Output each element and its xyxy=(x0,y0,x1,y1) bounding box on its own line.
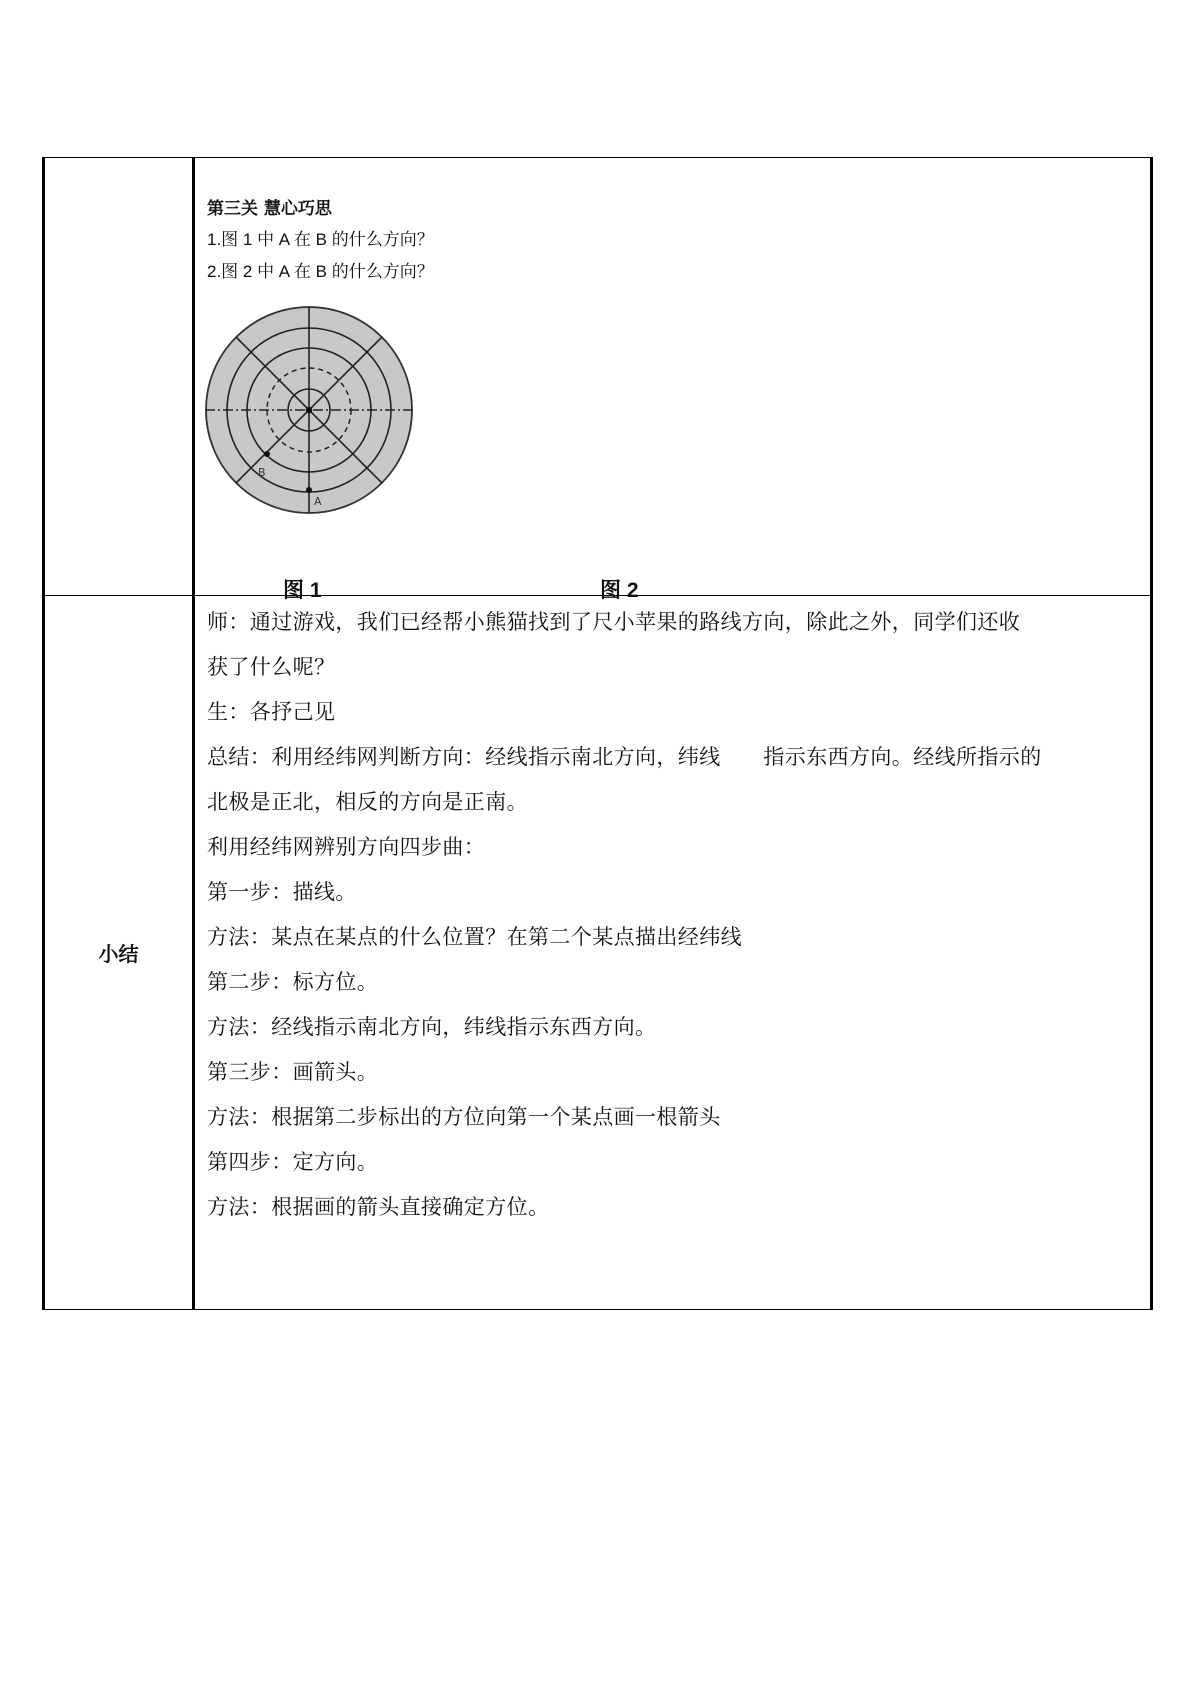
summary-line: 第二步：标方位。 xyxy=(207,970,379,994)
summary-line: 利用经纬网辨别方向四步曲： xyxy=(207,835,486,859)
point-a-dot xyxy=(306,487,312,493)
summary-line: 北极是正北，相反的方向是正南。 xyxy=(207,790,528,814)
summary-line: 方法：根据第二步标出的方位向第一个某点画一根箭头 xyxy=(207,1105,721,1129)
summary-line: 第四步：定方向。 xyxy=(207,1150,379,1174)
summary-cell xyxy=(194,596,1152,1310)
table-row-summary xyxy=(44,596,1152,1310)
challenge-content xyxy=(207,194,1140,602)
question-2: 2.图 2 中 A 在 B 的什么方向？ xyxy=(207,262,434,281)
summary-line: 生：各抒己见 xyxy=(207,700,336,724)
point-a-label: A xyxy=(314,495,322,508)
lesson-table xyxy=(42,157,1153,1309)
polar-grid-figure xyxy=(203,304,415,516)
point-b-label: B xyxy=(258,466,266,479)
challenge-title: 第三关 慧心巧思 xyxy=(207,199,332,219)
summary-line: 第三步：画箭头。 xyxy=(207,1060,379,1084)
summary-line: 总结：利用经纬网判断方向：经线指示南北方向，纬线 指示东西方向。经线所指示的 xyxy=(207,745,1042,769)
question-1: 1.图 1 中 A 在 B 的什么方向？ xyxy=(207,230,434,249)
figure-1-caption: 图 1 xyxy=(283,579,322,602)
challenge-cell xyxy=(194,158,1152,602)
figure-2-caption: 图 2 xyxy=(600,579,639,602)
summary-line: 获了什么呢？ xyxy=(207,655,336,679)
summary-line: 方法：某点在某点的什么位置？在第二个某点描出经纬线 xyxy=(207,925,742,949)
summary-line: 第一步：描线。 xyxy=(207,880,357,904)
point-b-dot xyxy=(264,451,270,457)
empty-label-cell xyxy=(44,158,194,596)
center-dot xyxy=(306,407,312,413)
summary-text xyxy=(207,600,1142,1230)
summary-line: 师：通过游戏，我们已经帮小熊猫找到了尺小苹果的路线方向，除此之外，同学们还收 xyxy=(207,610,1021,634)
lesson-table-grid xyxy=(42,157,1153,1310)
summary-label-cell xyxy=(44,596,194,1310)
summary-label: 小结 xyxy=(98,942,139,966)
summary-line: 方法：根据画的箭头直接确定方位。 xyxy=(207,1195,550,1219)
summary-line: 方法：经线指示南北方向，纬线指示东西方向。 xyxy=(207,1015,657,1039)
table-row-challenge xyxy=(44,158,1152,596)
